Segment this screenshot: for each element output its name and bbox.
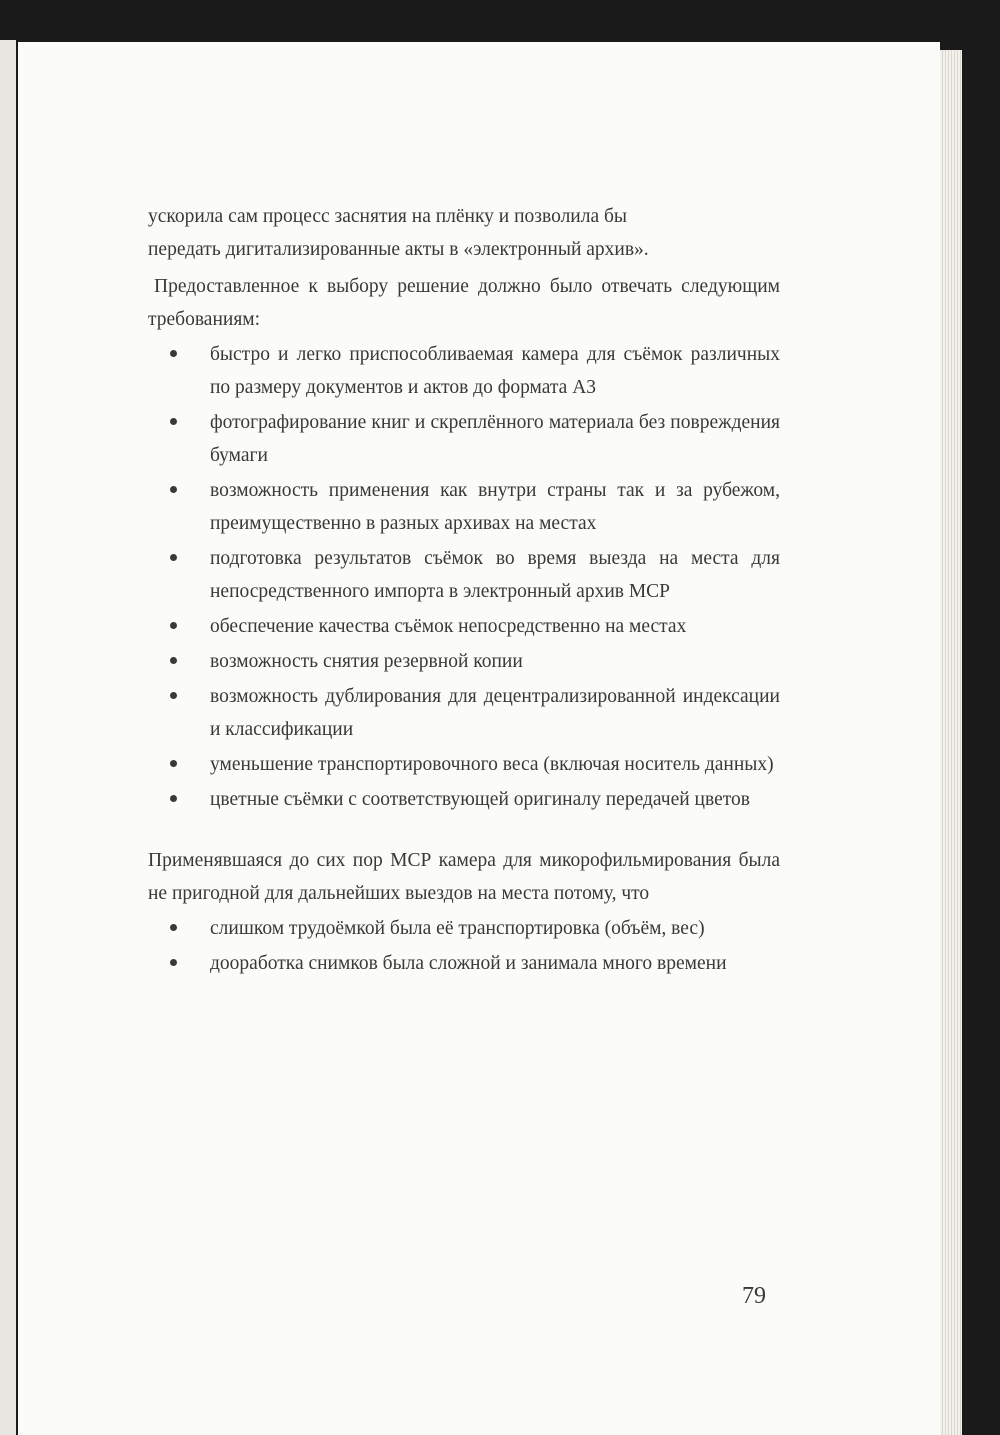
list-item: подготовка результатов съёмок во время выезда на места для непосредственного импорта в электронный архив МСР — [148, 542, 780, 608]
bullet-icon — [170, 924, 177, 931]
reasons-list — [148, 912, 780, 980]
list-item: фотографирование книг и скреплённого материала без повреждения бумаги — [148, 406, 780, 472]
bullet-icon — [170, 554, 177, 561]
list-item: возможность применения как внутри страны так и за рубежом, преимущественно в разных архивах на местах — [148, 474, 780, 540]
requirements-intro: Предоставленное к выбору решение должно было отвечать следующим требованиям: — [148, 276, 780, 330]
intro-line-2: передать дигитализированные акты в «электронный архив». — [148, 239, 649, 260]
page-text — [148, 200, 780, 982]
page-number: 79 — [742, 1283, 766, 1309]
facing-page-edge — [0, 40, 16, 1435]
bullet-icon — [170, 622, 177, 629]
bullet-icon — [170, 795, 177, 802]
page-edge-stack — [940, 50, 962, 1435]
bullet-icon — [170, 486, 177, 493]
list-item: возможность дублирования для децентрализированной индексации и классификации — [148, 680, 780, 746]
bullet-icon — [170, 760, 177, 767]
list-item: цветные съёмки с соответствующей оригиналу передачей цветов — [148, 783, 780, 816]
intro-line-1: ускорила сам процесс заснятия на плёнку и позволила бы — [148, 206, 628, 227]
bullet-icon — [170, 657, 177, 664]
bullet-icon — [170, 418, 177, 425]
list-item: возможность снятия резервной копии — [148, 645, 780, 678]
requirements-list — [148, 338, 780, 816]
reasons-intro: Применявшаяся до сих пор МСР камера для микорофильмирования была не пригодной для дальнейших выездов на места потому, что — [148, 850, 780, 904]
list-item: обеспечение качества съёмок непосредственно на местах — [148, 610, 780, 643]
list-item: слишком трудоёмкой была её транспортировка (объём, вес) — [148, 912, 780, 945]
bullet-icon — [170, 959, 177, 966]
bullet-icon — [170, 350, 177, 357]
list-item: быстро и легко приспособливаемая камера для съёмок различных по размеру документов и актов до формата А3 — [148, 338, 780, 404]
list-item: уменьшение транспортировочного веса (включая носитель данных) — [148, 748, 780, 781]
list-item: дооработка снимков была сложной и занимала много времени — [148, 947, 780, 980]
bullet-icon — [170, 692, 177, 699]
